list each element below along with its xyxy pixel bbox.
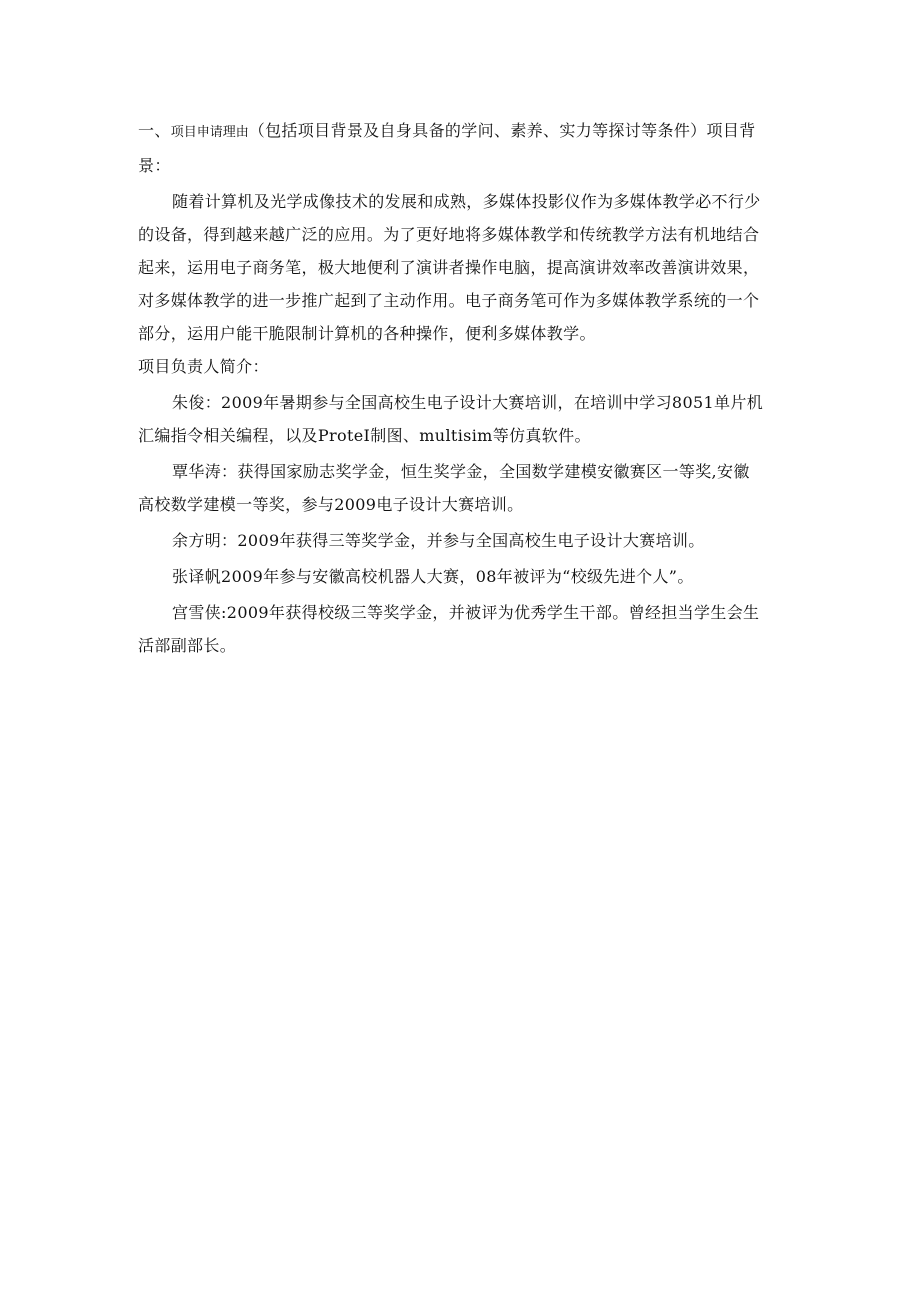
heading-prefix: 一、 [138, 121, 171, 140]
paragraph-line: 对多媒体教学的进一步推广起到了主动作用。电子商务笔可作为多媒体教学系统的一个 [138, 291, 760, 310]
background-paragraph [138, 185, 788, 350]
member-entry [138, 596, 788, 662]
heading-wrap-line: 景： [138, 156, 171, 175]
heading-title: 项目申请理由 [170, 125, 249, 140]
document-page [138, 114, 788, 662]
member-line: 活部副部长。 [138, 636, 237, 655]
section-heading [138, 114, 788, 149]
member-line: 宫雪侠:2009年获得校级三等奖学金，并被评为优秀学生干部。曾经担当学生会生 [172, 603, 760, 622]
member-line: 余方明：2009年获得三等奖学金，并参与全国高校生电子设计大赛培训。 [172, 531, 705, 550]
member-line: 覃华涛：获得国家励志奖学金，恒生奖学金，全国数学建模安徽赛区一等奖,安徽 [172, 462, 750, 481]
member-line: 高校数学建模一等奖，参与2009电子设计大赛培训。 [138, 495, 524, 514]
member-line: 汇编指令相关编程，以及ProteI制图、multisim等仿真软件。 [138, 426, 591, 445]
paragraph-line: 随着计算机及光学成像技术的发展和成熟，多媒体投影仪作为多媒体教学必不行少 [172, 192, 761, 211]
paragraph-line: 起来，运用电子商务笔，极大地便利了演讲者操作电脑，提高演讲效率改善演讲效果， [138, 258, 760, 277]
member-entry [138, 455, 788, 521]
member-line: 朱俊：2009年暑期参与全国高校生电子设计大赛培训，在培训中学习8051单片机 [172, 393, 764, 412]
member-entry [138, 524, 788, 557]
paragraph-line: 部分，运用户能干脆限制计算机的各种操作，便利多媒体教学。 [138, 324, 596, 343]
member-entry [138, 386, 788, 452]
paragraph-line: 的设备，得到越来越广泛的应用。为了更好地将多媒体教学和传统教学方法有机地结合 [138, 225, 760, 244]
member-line: 张译帆2009年参与安徽高校机器人大赛，08年被评为“校级先进个人”。 [172, 567, 694, 586]
member-entry [138, 560, 788, 593]
leader-section-title: 项目负责人简介： [138, 357, 269, 376]
heading-description: （包括项目背景及自身具备的学问、素养、实力等探讨等条件）项目背 [248, 121, 756, 140]
